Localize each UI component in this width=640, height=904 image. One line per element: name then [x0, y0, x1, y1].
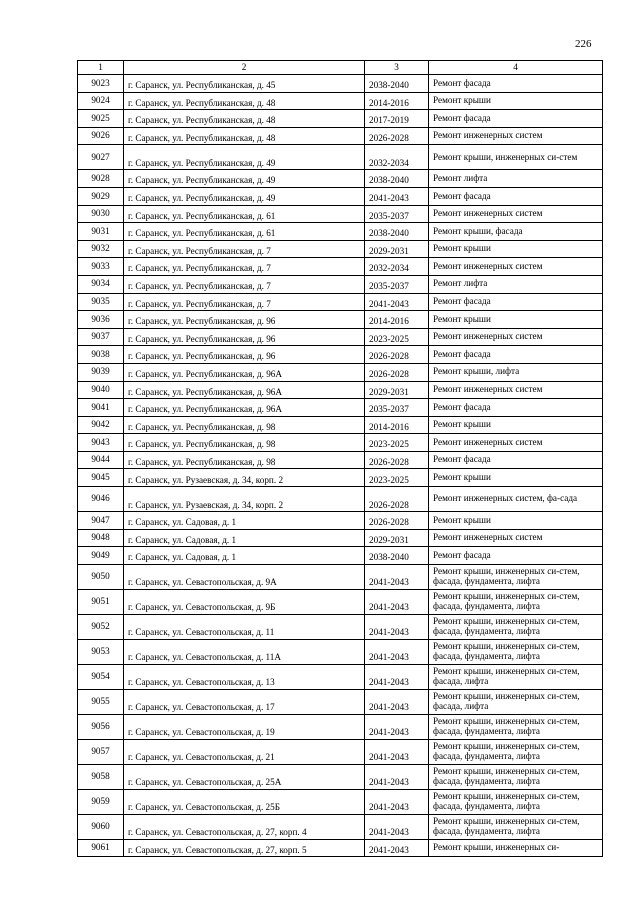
page-number: 226 [575, 38, 592, 50]
row-number: 9035 [78, 293, 124, 311]
row-work: Ремонт крыши [429, 240, 603, 258]
row-work: Ремонт лифта [429, 275, 603, 293]
row-number: 9029 [78, 187, 124, 205]
table-row [78, 381, 603, 399]
row-address: г. Саранск, ул. Республиканская, д. 96А [124, 399, 365, 417]
table-row [78, 512, 603, 530]
row-address: г. Саранск, ул. Республиканская, д. 61 [124, 223, 365, 241]
row-period: 2041-2043 [365, 564, 429, 589]
row-work: Ремонт крыши, инженерных си-стем, фасада, фундамента, лифта [429, 764, 603, 789]
row-work: Ремонт инженерных систем [429, 127, 603, 145]
row-period: 2014-2016 [365, 416, 429, 434]
row-number: 9042 [78, 416, 124, 434]
row-number: 9054 [78, 664, 124, 689]
row-number: 9058 [78, 764, 124, 789]
table-row [78, 547, 603, 565]
row-period: 2032-2034 [365, 258, 429, 276]
row-address: г. Саранск, ул. Республиканская, д. 49 [124, 187, 365, 205]
table-row [78, 714, 603, 739]
row-work: Ремонт крыши [429, 416, 603, 434]
row-number: 9060 [78, 814, 124, 839]
row-address: г. Саранск, ул. Рузаевская, д. 34, корп. 2 [124, 487, 365, 512]
row-work: Ремонт инженерных систем, фа-сада [429, 487, 603, 512]
table-row [78, 589, 603, 614]
row-address: г. Саранск, ул. Севастопольская, д. 25Б [124, 789, 365, 814]
row-number: 9057 [78, 739, 124, 764]
row-work: Ремонт инженерных систем [429, 258, 603, 276]
row-period: 2041-2043 [365, 839, 429, 857]
row-number: 9051 [78, 589, 124, 614]
table-row [78, 170, 603, 188]
row-address: г. Саранск, ул. Республиканская, д. 48 [124, 127, 365, 145]
header-col-3: 3 [365, 61, 429, 75]
row-number: 9053 [78, 639, 124, 664]
row-number: 9028 [78, 170, 124, 188]
row-address: г. Саранск, ул. Республиканская, д. 98 [124, 416, 365, 434]
row-work: Ремонт крыши, инженерных си-стем, фасада, фундамента, лифта [429, 564, 603, 589]
row-number: 9024 [78, 92, 124, 110]
row-number: 9027 [78, 145, 124, 170]
table-row [78, 469, 603, 487]
row-work: Ремонт крыши, лифта [429, 363, 603, 381]
table-row [78, 739, 603, 764]
row-number: 9043 [78, 434, 124, 452]
table-row [78, 416, 603, 434]
table-row [78, 487, 603, 512]
row-period: 2041-2043 [365, 293, 429, 311]
table-row [78, 275, 603, 293]
row-address: г. Саранск, ул. Севастопольская, д. 21 [124, 739, 365, 764]
header-col-4: 4 [429, 61, 603, 75]
row-work: Ремонт крыши, инженерных си-стем [429, 145, 603, 170]
row-period: 2041-2043 [365, 639, 429, 664]
row-address: г. Саранск, ул. Севастопольская, д. 17 [124, 689, 365, 714]
row-address: г. Саранск, ул. Севастопольская, д. 19 [124, 714, 365, 739]
row-address: г. Саранск, ул. Севастопольская, д. 27, корп. 4 [124, 814, 365, 839]
row-address: г. Саранск, ул. Республиканская, д. 48 [124, 110, 365, 128]
table-row [78, 293, 603, 311]
row-period: 2038-2040 [365, 75, 429, 93]
row-address: г. Саранск, ул. Севастопольская, д. 11А [124, 639, 365, 664]
row-work: Ремонт инженерных систем [429, 434, 603, 452]
row-work: Ремонт крыши [429, 469, 603, 487]
row-work: Ремонт фасада [429, 75, 603, 93]
table-row [78, 346, 603, 364]
table-row [78, 258, 603, 276]
row-number: 9032 [78, 240, 124, 258]
row-work: Ремонт крыши, инженерных си-стем, фасада, фундамента, лифта [429, 789, 603, 814]
row-period: 2041-2043 [365, 714, 429, 739]
row-period: 2038-2040 [365, 170, 429, 188]
row-period: 2032-2034 [365, 145, 429, 170]
row-address: г. Саранск, ул. Республиканская, д. 96А [124, 381, 365, 399]
row-work: Ремонт фасада [429, 399, 603, 417]
row-work: Ремонт фасада [429, 451, 603, 469]
row-address: г. Саранск, ул. Республиканская, д. 96А [124, 363, 365, 381]
row-period: 2041-2043 [365, 689, 429, 714]
row-number: 9049 [78, 547, 124, 565]
row-address: г. Саранск, ул. Республиканская, д. 96 [124, 328, 365, 346]
row-address: г. Саранск, ул. Республиканская, д. 49 [124, 145, 365, 170]
row-address: г. Саранск, ул. Республиканская, д. 98 [124, 434, 365, 452]
row-number: 9040 [78, 381, 124, 399]
table-row [78, 75, 603, 93]
row-period: 2041-2043 [365, 739, 429, 764]
row-period: 2026-2028 [365, 127, 429, 145]
row-number: 9044 [78, 451, 124, 469]
row-period: 2026-2028 [365, 487, 429, 512]
row-period: 2029-2031 [365, 240, 429, 258]
table-row [78, 639, 603, 664]
row-period: 2041-2043 [365, 187, 429, 205]
row-period: 2023-2025 [365, 328, 429, 346]
repair-schedule-table [77, 60, 603, 857]
row-work: Ремонт фасада [429, 110, 603, 128]
table-row [78, 789, 603, 814]
table-row [78, 127, 603, 145]
row-work: Ремонт крыши, инженерных си-стем, фасада, фундамента, лифта [429, 814, 603, 839]
row-work: Ремонт крыши, инженерных си-стем, фасада, лифта [429, 664, 603, 689]
row-address: г. Саранск, ул. Республиканская, д. 49 [124, 170, 365, 188]
table-row [78, 328, 603, 346]
header-row [78, 61, 603, 75]
row-work: Ремонт крыши, инженерных си-стем, фасада, фундамента, лифта [429, 714, 603, 739]
row-work: Ремонт фасада [429, 547, 603, 565]
row-period: 2026-2028 [365, 512, 429, 530]
row-work: Ремонт крыши, инженерных си-стем, фасада, фундамента, лифта [429, 589, 603, 614]
row-work: Ремонт крыши [429, 512, 603, 530]
row-period: 2026-2028 [365, 363, 429, 381]
row-work: Ремонт лифта [429, 170, 603, 188]
row-address: г. Саранск, ул. Республиканская, д. 7 [124, 240, 365, 258]
row-address: г. Саранск, ул. Республиканская, д. 7 [124, 275, 365, 293]
row-number: 9034 [78, 275, 124, 293]
table-row [78, 240, 603, 258]
row-work: Ремонт инженерных систем [429, 381, 603, 399]
row-address: г. Саранск, ул. Севастопольская, д. 13 [124, 664, 365, 689]
row-work: Ремонт фасада [429, 293, 603, 311]
row-period: 2041-2043 [365, 814, 429, 839]
row-address: г. Саранск, ул. Садовая, д. 1 [124, 529, 365, 547]
row-address: г. Саранск, ул. Республиканская, д. 61 [124, 205, 365, 223]
row-work: Ремонт инженерных систем [429, 328, 603, 346]
row-period: 2035-2037 [365, 399, 429, 417]
row-period: 2017-2019 [365, 110, 429, 128]
row-period: 2026-2028 [365, 451, 429, 469]
row-work: Ремонт инженерных систем [429, 529, 603, 547]
row-period: 2026-2028 [365, 346, 429, 364]
row-period: 2029-2031 [365, 529, 429, 547]
row-address: г. Саранск, ул. Севастопольская, д. 9А [124, 564, 365, 589]
row-address: г. Саранск, ул. Республиканская, д. 48 [124, 92, 365, 110]
table-row [78, 187, 603, 205]
row-address: г. Саранск, ул. Республиканская, д. 96 [124, 346, 365, 364]
row-number: 9038 [78, 346, 124, 364]
row-period: 2041-2043 [365, 764, 429, 789]
table-row [78, 764, 603, 789]
row-work: Ремонт фасада [429, 346, 603, 364]
row-work: Ремонт крыши [429, 311, 603, 329]
row-number: 9030 [78, 205, 124, 223]
row-work: Ремонт фасада [429, 187, 603, 205]
row-address: г. Саранск, ул. Республиканская, д. 7 [124, 293, 365, 311]
row-number: 9026 [78, 127, 124, 145]
row-work: Ремонт крыши, инженерных си-стем, фасада, фундамента, лифта [429, 614, 603, 639]
row-work: Ремонт крыши, фасада [429, 223, 603, 241]
row-number: 9039 [78, 363, 124, 381]
row-number: 9046 [78, 487, 124, 512]
table-row [78, 363, 603, 381]
row-period: 2041-2043 [365, 614, 429, 639]
row-period: 2023-2025 [365, 469, 429, 487]
row-work: Ремонт крыши, инженерных си- [429, 839, 603, 857]
row-number: 9045 [78, 469, 124, 487]
row-number: 9047 [78, 512, 124, 530]
row-number: 9059 [78, 789, 124, 814]
row-work: Ремонт крыши, инженерных си-стем, фасада, лифта [429, 689, 603, 714]
row-period: 2041-2043 [365, 664, 429, 689]
row-address: г. Саранск, ул. Севастопольская, д. 11 [124, 614, 365, 639]
row-number: 9036 [78, 311, 124, 329]
row-address: г. Саранск, ул. Севастопольская, д. 25А [124, 764, 365, 789]
table-row [78, 664, 603, 689]
row-period: 2041-2043 [365, 589, 429, 614]
table-row [78, 614, 603, 639]
row-address: г. Саранск, ул. Республиканская, д. 98 [124, 451, 365, 469]
row-period: 2014-2016 [365, 92, 429, 110]
row-period: 2035-2037 [365, 275, 429, 293]
row-number: 9037 [78, 328, 124, 346]
row-period: 2029-2031 [365, 381, 429, 399]
table-row [78, 434, 603, 452]
row-period: 2035-2037 [365, 205, 429, 223]
row-work: Ремонт крыши, инженерных си-стем, фасада, фундамента, лифта [429, 739, 603, 764]
row-number: 9061 [78, 839, 124, 857]
header-col-1: 1 [78, 61, 124, 75]
header-col-2: 2 [124, 61, 365, 75]
row-number: 9050 [78, 564, 124, 589]
table-row [78, 529, 603, 547]
table-row [78, 839, 603, 857]
row-number: 9031 [78, 223, 124, 241]
table-row [78, 399, 603, 417]
table-row [78, 451, 603, 469]
table-row [78, 145, 603, 170]
row-address: г. Саранск, ул. Республиканская, д. 7 [124, 258, 365, 276]
row-address: г. Саранск, ул. Рузаевская, д. 34, корп. 2 [124, 469, 365, 487]
row-address: г. Саранск, ул. Республиканская, д. 96 [124, 311, 365, 329]
row-number: 9056 [78, 714, 124, 739]
row-work: Ремонт крыши [429, 92, 603, 110]
row-number: 9023 [78, 75, 124, 93]
row-work: Ремонт крыши, инженерных си-стем, фасада, фундамента, лифта [429, 639, 603, 664]
row-address: г. Саранск, ул. Севастопольская, д. 27, корп. 5 [124, 839, 365, 857]
row-number: 9052 [78, 614, 124, 639]
table-row [78, 814, 603, 839]
table-row [78, 205, 603, 223]
row-number: 9025 [78, 110, 124, 128]
row-number: 9041 [78, 399, 124, 417]
row-work: Ремонт инженерных систем [429, 205, 603, 223]
row-period: 2038-2040 [365, 223, 429, 241]
row-address: г. Саранск, ул. Садовая, д. 1 [124, 547, 365, 565]
table-row [78, 92, 603, 110]
row-address: г. Саранск, ул. Республиканская, д. 45 [124, 75, 365, 93]
row-period: 2014-2016 [365, 311, 429, 329]
row-address: г. Саранск, ул. Садовая, д. 1 [124, 512, 365, 530]
row-number: 9033 [78, 258, 124, 276]
table-row [78, 110, 603, 128]
row-address: г. Саранск, ул. Севастопольская, д. 9Б [124, 589, 365, 614]
table-row [78, 223, 603, 241]
row-number: 9055 [78, 689, 124, 714]
row-period: 2041-2043 [365, 789, 429, 814]
row-period: 2023-2025 [365, 434, 429, 452]
table-row [78, 564, 603, 589]
table-row [78, 689, 603, 714]
row-period: 2038-2040 [365, 547, 429, 565]
row-number: 9048 [78, 529, 124, 547]
table-row [78, 311, 603, 329]
